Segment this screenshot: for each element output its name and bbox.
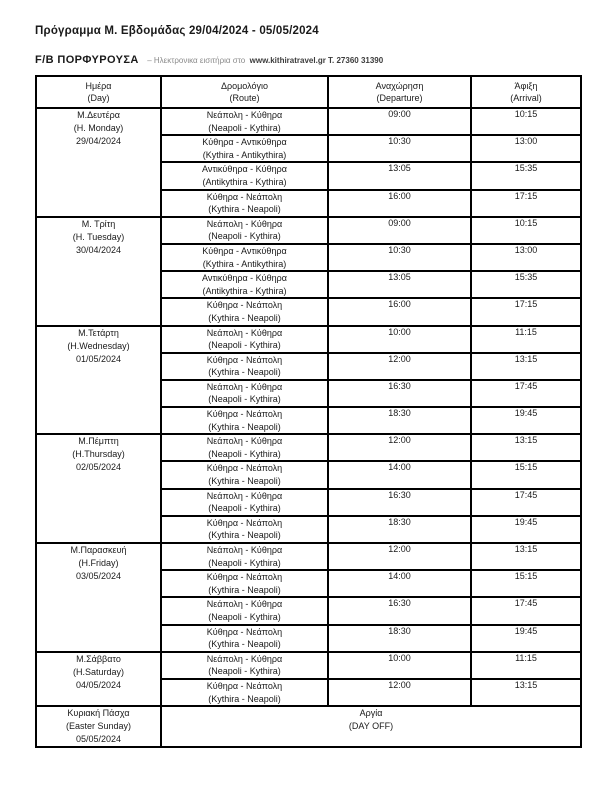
departure-time-cell: 18:30 <box>328 407 471 434</box>
route-en: (Kythira - Antikythira) <box>202 149 287 160</box>
col-header-departure-gr: Αναχώρηση <box>375 80 424 91</box>
day-date: 29/04/2024 <box>75 136 122 147</box>
route-cell <box>161 679 328 706</box>
day-cell <box>36 108 161 217</box>
day-date: 05/05/2024 <box>75 734 122 745</box>
departure-time-cell: 18:30 <box>328 516 471 543</box>
day-cell <box>36 652 161 706</box>
day-name-gr: Μ.Πέμπτη <box>78 436 119 447</box>
route-cell <box>161 353 328 380</box>
route-en: (Neapoli - Kythira) <box>208 231 281 242</box>
route-gr: Νεάπολη - Κύθηρα <box>206 490 283 501</box>
table-row <box>36 434 581 461</box>
route-gr: Νεάπολη - Κύθηρα <box>206 653 283 664</box>
day-cell <box>36 434 161 543</box>
route-en: (Neapoli - Kythira) <box>208 557 281 568</box>
departure-time-cell: 16:00 <box>328 298 471 325</box>
website-and-phone: www.kithiratravel.gr T. 27360 31390 <box>249 56 384 65</box>
col-header-day <box>36 76 161 108</box>
route-cell <box>161 489 328 516</box>
day-off-en: (DAY OFF) <box>348 720 394 731</box>
route-cell <box>161 434 328 461</box>
table-row <box>36 706 581 747</box>
day-name-en: (H. Tuesday) <box>72 231 125 242</box>
arrival-time-cell: 10:15 <box>471 108 581 135</box>
route-cell <box>161 108 328 135</box>
arrival-time-cell: 13:15 <box>471 353 581 380</box>
route-gr: Κύθηρα - Νεάπολη <box>206 680 283 691</box>
vessel-name: F/B ΠΟΡΦΥΡΟΥΣΑ <box>35 54 139 66</box>
route-cell <box>161 516 328 543</box>
route-en: (Kythira - Neapoli) <box>208 204 281 215</box>
arrival-time-cell: 13:00 <box>471 135 581 162</box>
route-gr: Κύθηρα - Νεάπολη <box>206 626 283 637</box>
route-gr: Νεάπολη - Κύθηρα <box>206 436 283 447</box>
table-header-row <box>36 76 581 108</box>
route-en: (Neapoli - Kythira) <box>208 503 281 514</box>
route-en: (Neapoli - Kythira) <box>208 340 281 351</box>
table-row <box>36 108 581 135</box>
route-en: (Neapoli - Kythira) <box>208 666 281 677</box>
table-row <box>36 217 581 244</box>
arrival-time-cell: 17:45 <box>471 380 581 407</box>
day-date: 01/05/2024 <box>75 353 122 364</box>
route-en: (Kythira - Neapoli) <box>208 584 281 595</box>
arrival-time-cell: 13:00 <box>471 244 581 271</box>
day-cell <box>36 706 161 747</box>
route-cell <box>161 625 328 652</box>
ferry-schedule-table <box>35 75 582 748</box>
route-gr: Νεάπολη - Κύθηρα <box>206 381 283 392</box>
e-ticket-note: – Ηλεκτρονικα εισιτήρια στο <box>147 56 246 65</box>
route-en: (Kythira - Neapoli) <box>208 312 281 323</box>
arrival-time-cell: 15:35 <box>471 271 581 298</box>
day-name-en: (Easter Sunday) <box>65 721 132 732</box>
route-en: (Kythira - Neapoli) <box>208 693 281 704</box>
departure-time-cell: 18:30 <box>328 625 471 652</box>
day-date: 30/04/2024 <box>75 244 122 255</box>
day-name-en: (H. Monday) <box>73 123 124 134</box>
departure-time-cell: 14:00 <box>328 570 471 597</box>
route-cell <box>161 271 328 298</box>
schedule-table-body <box>36 108 581 747</box>
route-gr: Κύθηρα - Νεάπολη <box>206 409 283 420</box>
col-header-route <box>161 76 328 108</box>
departure-time-cell: 16:30 <box>328 380 471 407</box>
departure-time-cell: 09:00 <box>328 108 471 135</box>
route-gr: Νεάπολη - Κύθηρα <box>206 599 283 610</box>
route-cell <box>161 244 328 271</box>
day-cell <box>36 326 161 435</box>
day-name-en: (H.Thursday) <box>72 449 125 460</box>
arrival-time-cell: 19:45 <box>471 516 581 543</box>
arrival-time-cell: 13:15 <box>471 434 581 461</box>
col-header-arrival-en: (Arrival) <box>510 93 542 103</box>
departure-time-cell: 12:00 <box>328 543 471 570</box>
day-date: 03/05/2024 <box>75 571 122 582</box>
route-en: (Antikythira - Kythira) <box>202 176 287 187</box>
day-name-gr: Κυριακή Πάσχα <box>67 708 130 719</box>
route-cell <box>161 162 328 189</box>
col-header-route-en: (Route) <box>229 93 260 103</box>
route-cell <box>161 570 328 597</box>
departure-time-cell: 10:00 <box>328 652 471 679</box>
route-cell <box>161 461 328 488</box>
route-cell <box>161 190 328 217</box>
departure-time-cell: 16:00 <box>328 190 471 217</box>
departure-time-cell: 13:05 <box>328 162 471 189</box>
table-row <box>36 652 581 679</box>
arrival-time-cell: 19:45 <box>471 407 581 434</box>
col-header-arrival-gr: Άφιξη <box>514 80 538 91</box>
route-en: (Kythira - Neapoli) <box>208 476 281 487</box>
route-gr: Κύθηρα - Νεάπολη <box>206 300 283 311</box>
route-gr: Κύθηρα - Νεάπολη <box>206 463 283 474</box>
col-header-route-gr: Δρομολόγιο <box>220 80 269 91</box>
route-gr: Αντικύθηρα - Κύθηρα <box>202 273 287 284</box>
page-title: Πρόγραμμα Μ. Εβδομάδας 29/04/2024 - 05/05/2024 <box>35 25 319 37</box>
arrival-time-cell: 17:45 <box>471 597 581 624</box>
col-header-day-en: (Day) <box>87 93 110 103</box>
day-name-en: (H.Saturday) <box>72 666 125 677</box>
route-gr: Νεάπολη - Κύθηρα <box>206 327 283 338</box>
route-cell <box>161 217 328 244</box>
route-gr: Κύθηρα - Νεάπολη <box>206 517 283 528</box>
arrival-time-cell: 11:15 <box>471 652 581 679</box>
day-name-gr: Μ.Σάββατο <box>76 653 121 664</box>
route-cell <box>161 652 328 679</box>
route-gr: Κύθηρα - Αντικύθηρα <box>202 245 287 256</box>
col-header-arrival <box>471 76 581 108</box>
route-cell <box>161 135 328 162</box>
route-gr: Αντικύθηρα - Κύθηρα <box>202 164 287 175</box>
day-name-gr: Μ.Δευτέρα <box>77 110 120 120</box>
departure-time-cell: 16:30 <box>328 597 471 624</box>
departure-time-cell: 09:00 <box>328 217 471 244</box>
day-date: 04/05/2024 <box>75 679 122 690</box>
departure-time-cell: 12:00 <box>328 434 471 461</box>
col-header-departure-en: (Departure) <box>376 93 423 103</box>
departure-time-cell: 12:00 <box>328 353 471 380</box>
arrival-time-cell: 17:45 <box>471 489 581 516</box>
route-en: (Antikythira - Kythira) <box>202 285 287 296</box>
day-cell <box>36 217 161 326</box>
arrival-time-cell: 17:15 <box>471 190 581 217</box>
route-cell <box>161 597 328 624</box>
arrival-time-cell: 17:15 <box>471 298 581 325</box>
table-row <box>36 326 581 353</box>
route-gr: Κύθηρα - Νεάπολη <box>206 191 283 202</box>
route-en: (Kythira - Neapoli) <box>208 421 281 432</box>
route-gr: Κύθηρα - Νεάπολη <box>206 572 283 583</box>
route-cell <box>161 298 328 325</box>
day-name-en: (H.Friday) <box>78 558 119 569</box>
route-en: (Neapoli - Kythira) <box>208 611 281 622</box>
departure-time-cell: 16:30 <box>328 489 471 516</box>
arrival-time-cell: 11:15 <box>471 326 581 353</box>
route-cell <box>161 407 328 434</box>
table-row <box>36 543 581 570</box>
route-cell <box>161 543 328 570</box>
arrival-time-cell: 13:15 <box>471 679 581 706</box>
arrival-time-cell: 13:15 <box>471 543 581 570</box>
departure-time-cell: 14:00 <box>328 461 471 488</box>
departure-time-cell: 10:00 <box>328 326 471 353</box>
day-name-gr: Μ. Τρίτη <box>81 218 116 229</box>
day-off-cell <box>161 706 581 747</box>
departure-time-cell: 13:05 <box>328 271 471 298</box>
day-cell <box>36 543 161 652</box>
day-name-en: (H.Wednesday) <box>67 340 130 351</box>
day-name-gr: Μ.Παρασκευή <box>70 545 127 555</box>
route-en: (Neapoli - Kythira) <box>208 448 281 459</box>
route-cell <box>161 380 328 407</box>
arrival-time-cell: 15:35 <box>471 162 581 189</box>
vessel-subtitle <box>35 50 383 68</box>
route-gr: Κύθηρα - Αντικύθηρα <box>202 137 287 148</box>
route-en: (Kythira - Antikythira) <box>202 258 287 269</box>
day-name-gr: Μ.Τετάρτη <box>78 327 119 338</box>
route-en: (Kythira - Neapoli) <box>208 367 281 378</box>
route-en: (Neapoli - Kythira) <box>208 122 281 133</box>
route-en: (Neapoli - Kythira) <box>208 394 281 405</box>
route-gr: Νεάπολη - Κύθηρα <box>206 110 283 120</box>
route-en: (Kythira - Neapoli) <box>208 639 281 650</box>
departure-time-cell: 10:30 <box>328 135 471 162</box>
route-gr: Κύθηρα - Νεάπολη <box>206 354 283 365</box>
col-header-departure <box>328 76 471 108</box>
day-date: 02/05/2024 <box>75 462 122 473</box>
arrival-time-cell: 15:15 <box>471 461 581 488</box>
route-gr: Νεάπολη - Κύθηρα <box>206 218 283 229</box>
day-off-gr: Αργία <box>359 708 383 719</box>
departure-time-cell: 10:30 <box>328 244 471 271</box>
arrival-time-cell: 15:15 <box>471 570 581 597</box>
departure-time-cell: 12:00 <box>328 679 471 706</box>
route-gr: Νεάπολη - Κύθηρα <box>206 545 283 555</box>
arrival-time-cell: 19:45 <box>471 625 581 652</box>
arrival-time-cell: 10:15 <box>471 217 581 244</box>
route-cell <box>161 326 328 353</box>
col-header-day-gr: Ημέρα <box>85 80 112 91</box>
route-en: (Kythira - Neapoli) <box>208 530 281 541</box>
